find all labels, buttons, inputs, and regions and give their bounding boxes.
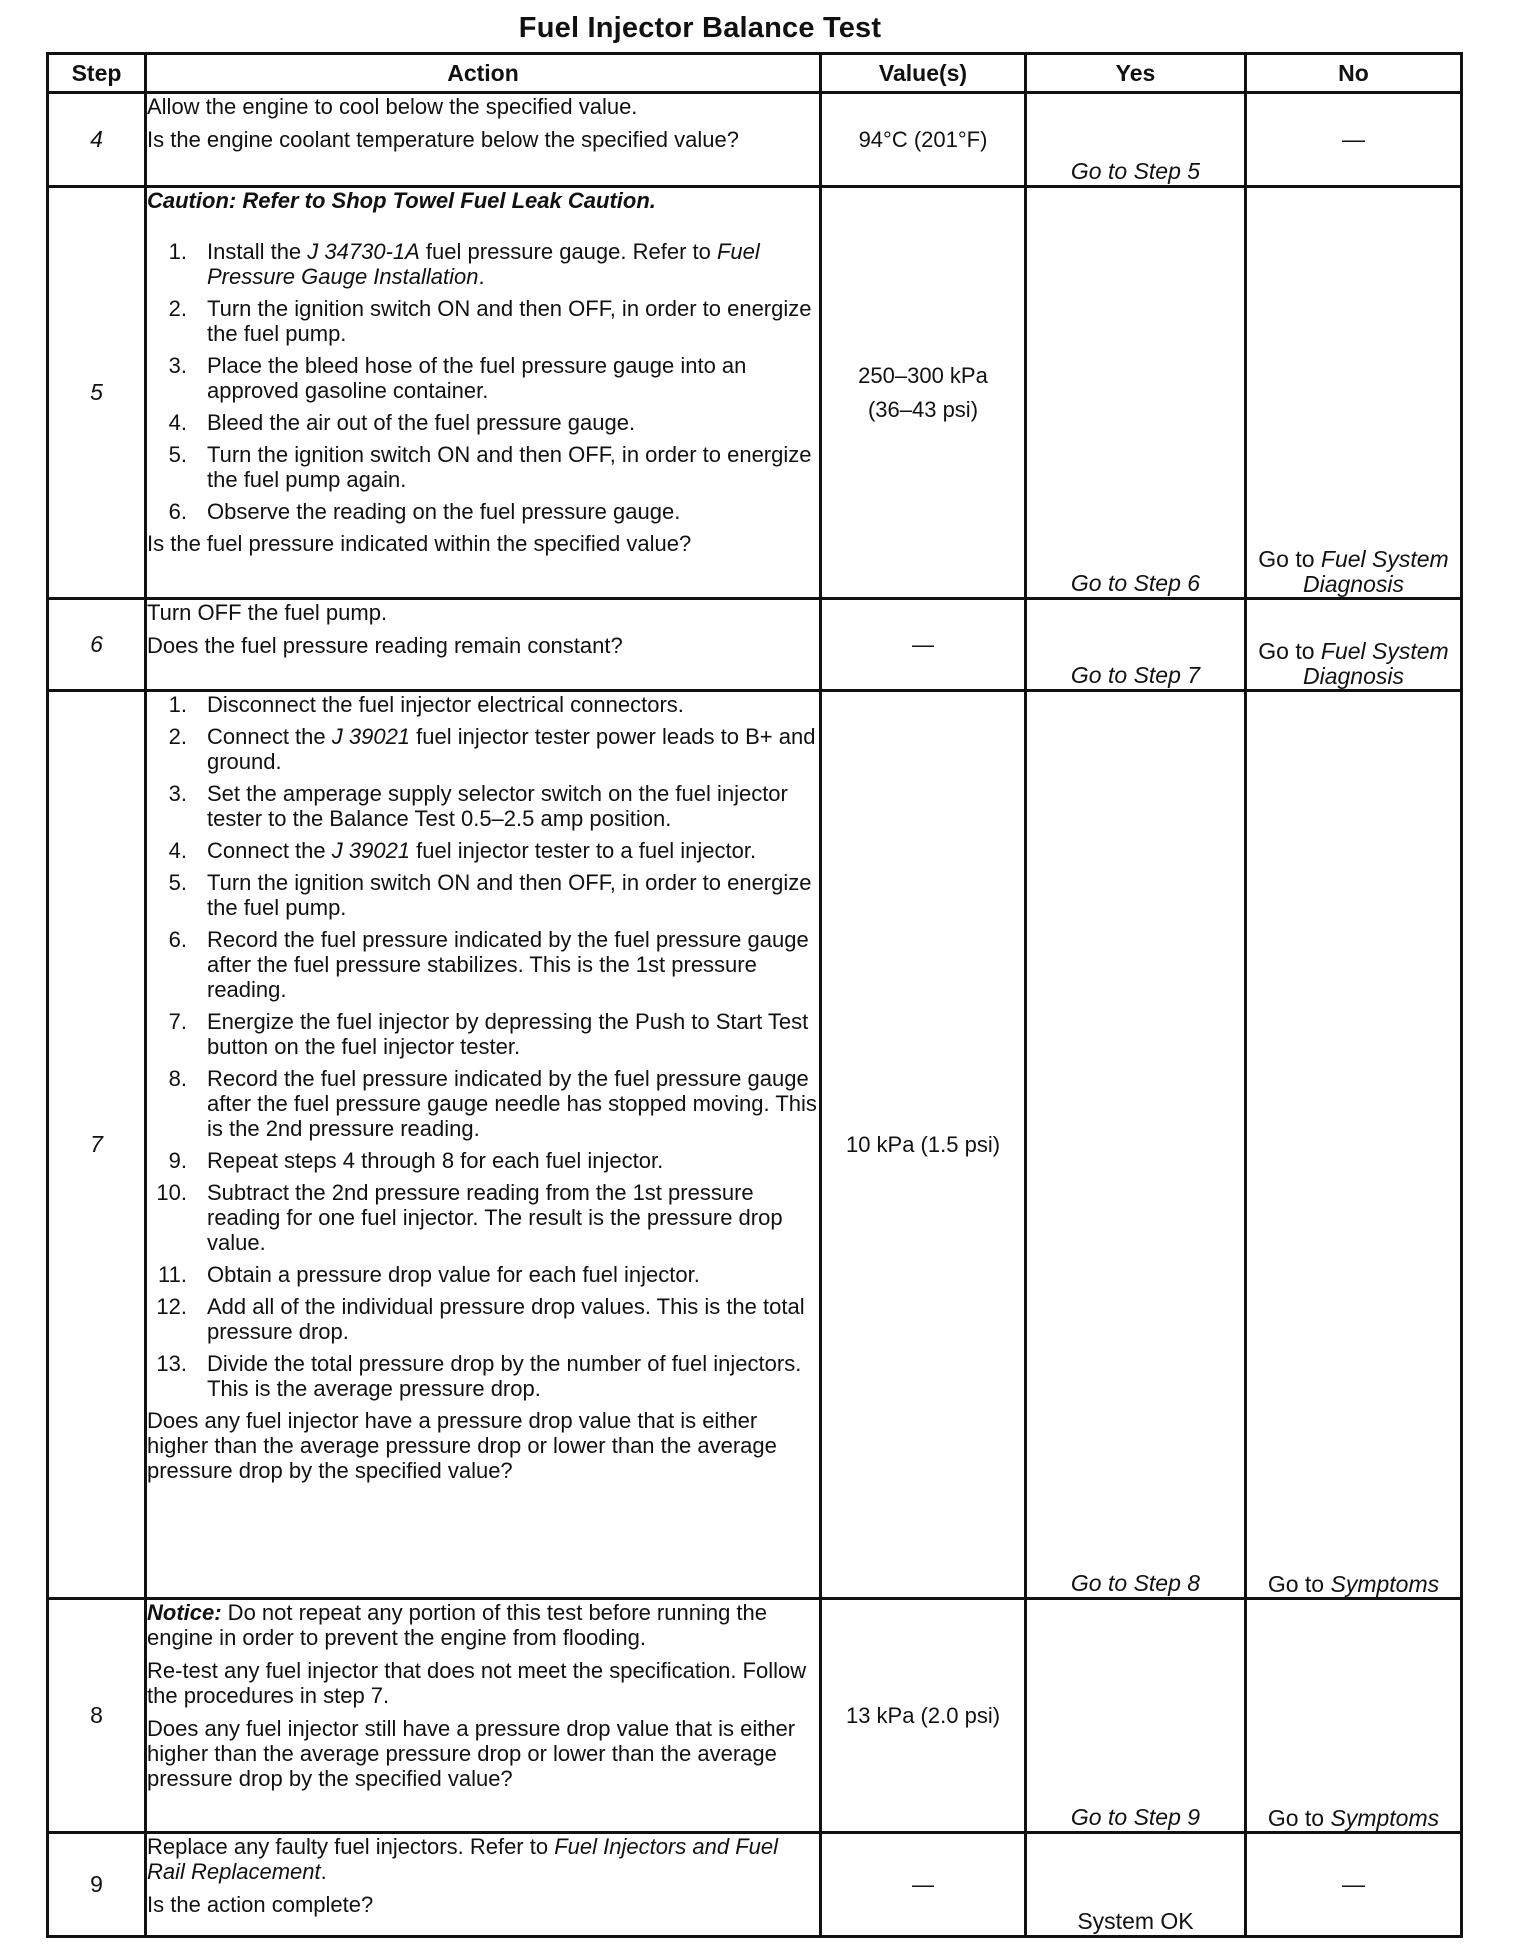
yes-cell: Go to Step 8 [1026, 691, 1246, 1599]
value-cell: 13 kPa (2.0 psi) [821, 1599, 1026, 1833]
list-item: 12. Add all of the individual pressure drop values. This is the total pressure drop. [156, 1294, 805, 1344]
action-line: Replace any faulty fuel injectors. Refer to Fuel Injectors and Fuel Rail Replacement. [147, 1834, 778, 1884]
no-cell: Go to Symptoms [1246, 1599, 1462, 1833]
yes-cell: Go to Step 6 [1026, 187, 1246, 599]
list-item: 1. Disconnect the fuel injector electrical connectors. [168, 692, 684, 717]
value-psi: (36–43 psi) [867, 396, 979, 422]
reference-link: Symptoms [1330, 1571, 1440, 1597]
yes-cell: System OK [1026, 1833, 1246, 1937]
notice-text: Notice: Do not repeat any portion of this test before running the engine in order to prevent the engine from flooding. [147, 1600, 768, 1650]
no-cell: — [1246, 93, 1462, 187]
action-question: Does the fuel pressure reading remain constant? [147, 633, 623, 658]
list-item: 2. Connect the J 39021 fuel injector tester power leads to B+ and ground. [168, 724, 816, 774]
list-item: 6. Observe the reading on the fuel pressure gauge. [168, 499, 681, 524]
yes-cell: Go to Step 9 [1026, 1599, 1246, 1833]
list-item: 7. Energize the fuel injector by depressing the Push to Start Test button on the fuel injector tester. [168, 1009, 809, 1059]
value-cell: — [821, 599, 1026, 691]
step-number: 4 [48, 93, 146, 187]
list-item: 4. Bleed the air out of the fuel pressure gauge. [168, 410, 636, 435]
caution-text: Caution: Refer to Shop Towel Fuel Leak Caution. [147, 188, 656, 213]
step-number: 6 [48, 599, 146, 691]
action-cell [146, 93, 821, 187]
action-question: Does any fuel injector have a pressure drop value that is either higher than the average pressure drop or lower than the average pressure drop by the specified value? [147, 1408, 777, 1483]
step-list [147, 692, 819, 1401]
step-number: 9 [48, 1833, 146, 1937]
header-yes: Yes [1026, 54, 1246, 93]
action-cell [146, 691, 821, 1599]
action-cell [146, 187, 821, 599]
value-kpa: 250–300 kPa [858, 362, 988, 388]
header-step: Step [48, 54, 146, 93]
list-item: 2. Turn the ignition switch ON and then OFF, in order to energize the fuel pump. [168, 296, 812, 346]
action-cell [146, 1599, 821, 1833]
table-row-step-8 [48, 1599, 1462, 1833]
action-question: Is the fuel pressure indicated within the specified value? [147, 531, 692, 556]
no-cell: — [1246, 1833, 1462, 1937]
list-item: 5. Turn the ignition switch ON and then OFF, in order to energize the fuel pump again. [168, 442, 812, 492]
list-item: 6. Record the fuel pressure indicated by the fuel pressure gauge after the fuel pressure stabilizes. This is the 1st pressure reading. [168, 927, 809, 1002]
reference-link: Fuel Pressure Gauge Installation [207, 239, 760, 289]
value-cell: 94°C (201°F) [821, 93, 1026, 187]
action-line: Re-test any fuel injector that does not meet the specification. Follow the procedures in step 7. [147, 1658, 807, 1708]
header-action: Action [146, 54, 821, 93]
no-cell: Go to Fuel System Diagnosis [1246, 599, 1462, 691]
step-list [147, 239, 819, 524]
action-line: Allow the engine to cool below the specified value. [147, 94, 638, 119]
header-no: No [1246, 54, 1462, 93]
reference-link: Fuel System Diagnosis [1303, 546, 1449, 597]
value-cell: — [821, 1833, 1026, 1937]
list-item: 3. Set the amperage supply selector switch on the fuel injector tester to the Balance Test 0.5–2.5 amp position. [168, 781, 788, 831]
step-number: 7 [48, 691, 146, 1599]
reference-link: Symptoms [1330, 1805, 1440, 1831]
action-question: Is the engine coolant temperature below the specified value? [147, 127, 739, 152]
reference-link: Fuel Injectors and Fuel Rail Replacement [147, 1834, 778, 1884]
table-row-step-7 [48, 691, 1462, 1599]
action-question: Is the action complete? [147, 1892, 374, 1917]
page-title: Fuel Injector Balance Test [518, 12, 882, 44]
action-line: Turn OFF the fuel pump. [147, 600, 388, 625]
list-item: 9. Repeat steps 4 through 8 for each fuel injector. [168, 1148, 664, 1173]
no-cell: Go to Fuel System Diagnosis [1246, 187, 1462, 599]
list-item: 11. Obtain a pressure drop value for each fuel injector. [158, 1262, 700, 1287]
reference-link: Fuel System Diagnosis [1303, 638, 1449, 689]
list-item: 1. Install the J 34730-1A fuel pressure gauge. Refer to Fuel Pressure Gauge Installation. [168, 239, 760, 289]
table-row-step-4 [48, 93, 1462, 187]
action-cell [146, 1833, 821, 1937]
table-row-step-5 [48, 187, 1462, 599]
no-cell: Go to Symptoms [1246, 691, 1462, 1599]
action-question: Does any fuel injector still have a pressure drop value that is either higher than the average pressure drop or lower than the average pressure drop by the specified value? [147, 1716, 796, 1791]
table-row-step-6 [48, 599, 1462, 691]
yes-cell: Go to Step 5 [1026, 93, 1246, 187]
list-item: 10. Subtract the 2nd pressure reading from the 1st pressure reading for one fuel injector. The result is the pressure drop value. [156, 1180, 783, 1255]
header-row [48, 54, 1462, 93]
table-row-step-9 [48, 1833, 1462, 1937]
step-number: 8 [48, 1599, 146, 1833]
step-number: 5 [48, 187, 146, 599]
list-item: 3. Place the bleed hose of the fuel pressure gauge into an approved gasoline container. [168, 353, 747, 403]
procedure-table [46, 52, 1463, 1938]
value-cell: 10 kPa (1.5 psi) [821, 691, 1026, 1599]
list-item: 5. Turn the ignition switch ON and then OFF, in order to energize the fuel pump. [168, 870, 812, 920]
list-item: 8. Record the fuel pressure indicated by the fuel pressure gauge after the fuel pressure gauge needle has stopped moving. This is the 2nd pressure reading. [168, 1066, 817, 1141]
list-item: 13. Divide the total pressure drop by the number of fuel injectors. This is the average pressure drop. [156, 1351, 802, 1401]
list-item: 4. Connect the J 39021 fuel injector tester to a fuel injector. [168, 838, 757, 863]
header-value: Value(s) [821, 54, 1026, 93]
yes-cell: Go to Step 7 [1026, 599, 1246, 691]
action-cell [146, 599, 821, 691]
value-cell [821, 187, 1026, 599]
